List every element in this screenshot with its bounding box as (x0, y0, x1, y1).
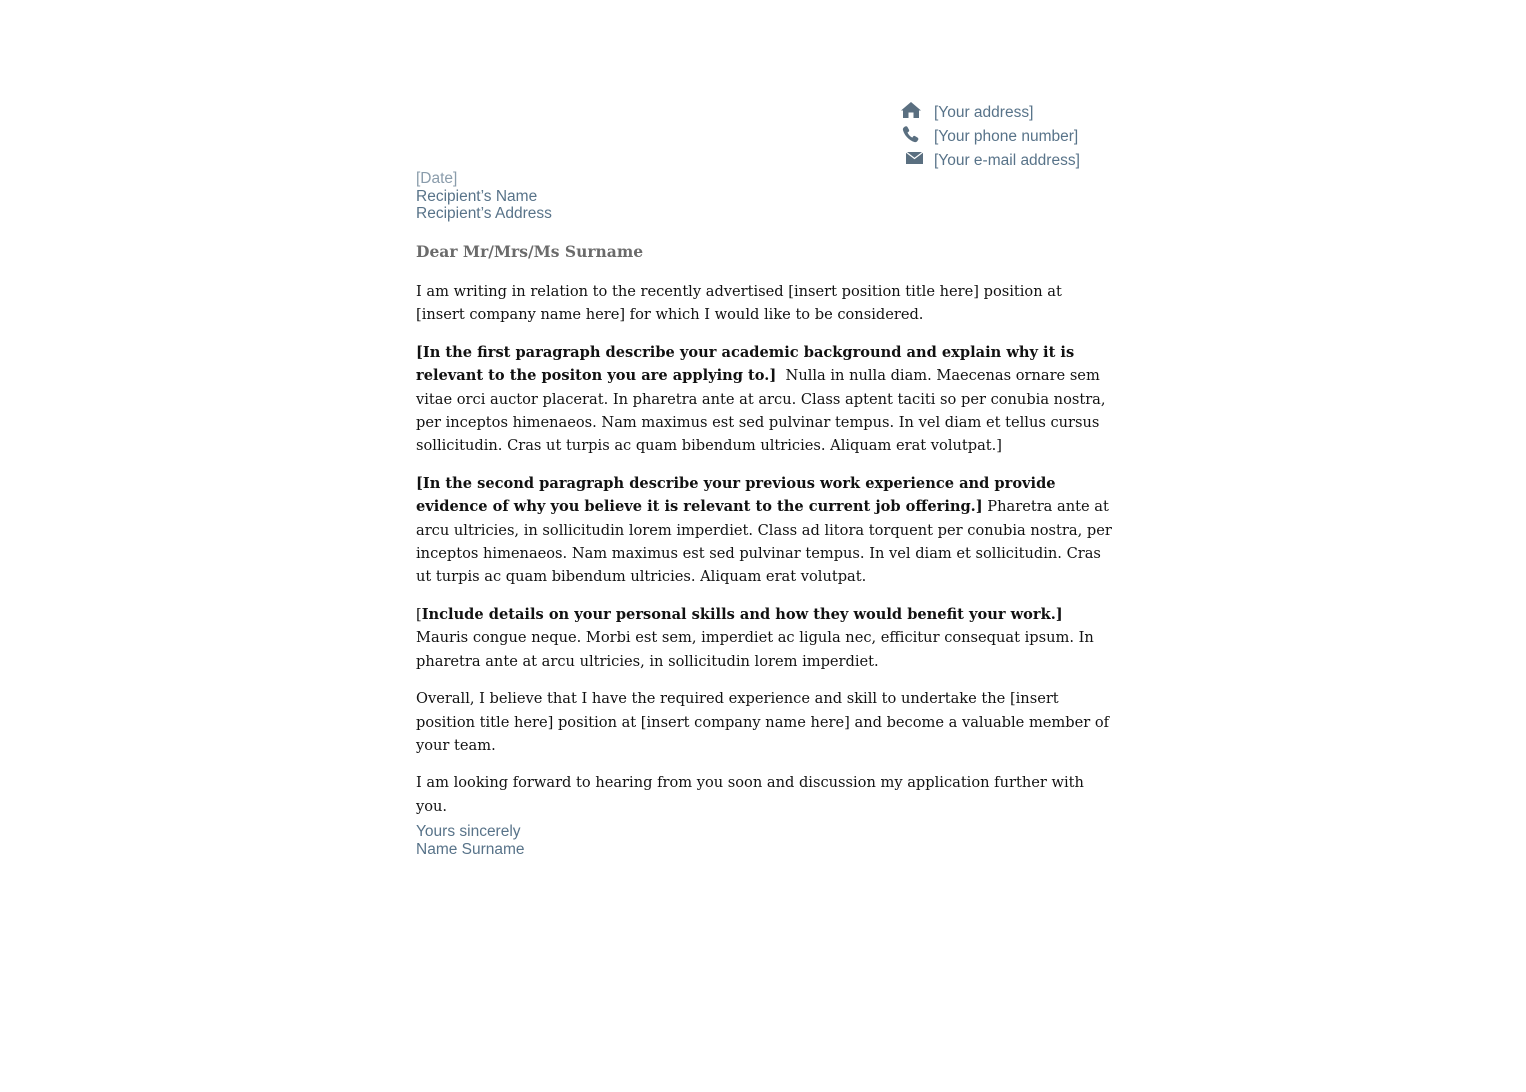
valediction: Yours sincerely (416, 823, 521, 840)
envelope-icon (900, 149, 934, 173)
contact-email-row (900, 149, 1160, 173)
letter-body (416, 280, 1112, 832)
recipient-address: Recipient’s Address (416, 205, 552, 222)
recipient-name: Recipient’s Name (416, 187, 538, 205)
skills-paragraph-heading: Include details on your personal skills and how they would benefit your work.] (421, 605, 1063, 623)
recipient-block (416, 170, 552, 223)
contact-email: [Your e-mail address] (934, 152, 1080, 169)
intro-paragraph: I am writing in relation to the recently advertised [insert position title here] position at [insert company name here] for which I would like to be considered. (416, 283, 1062, 324)
experience-paragraph-text: Pharetra ante at arcu ultricies, in sollicitudin lorem imperdiet. Class ad litora torquent per conubia nostra, per inceptos himenaeos. Nam maximus est sed pulvinar tempus. In vel diam et sollicitudin. Cras ut turpis ac quam bibendum ultricies. Aliquam erat volutpat. (416, 498, 1112, 586)
closing-paragraph: I am looking forward to hearing from you soon and discussion my application further with you. (416, 774, 1084, 815)
skills-paragraph (416, 603, 1112, 673)
home-icon (900, 101, 934, 125)
skills-paragraph-text: Mauris congue neque. Morbi est sem, imperdiet ac ligula nec, efficitur consequat ipsum. In pharetra ante at arcu ultricies, in sollicitudin lorem imperdiet. (416, 629, 1094, 670)
academic-paragraph (416, 341, 1112, 458)
contact-phone-row (900, 125, 1160, 149)
overall-paragraph: Overall, I believe that I have the required experience and skill to undertake the [insert position title here] position at [insert company name here] and become a valuable member of your team. (416, 690, 1110, 754)
contact-phone: [Your phone number] (934, 128, 1079, 145)
contact-address-row (900, 101, 1160, 125)
academic-paragraph-text: Nulla in nulla diam. Maecenas ornare sem vitae orci auctor placerat. In pharetra ante at arcu. Class aptent taciti so per conubia nostra, per inceptos himenaeos. Nam maximus est sed pulvinar tempus. In vel diam et tellus cursus sollicitudin. Cras ut turpis ac quam bibendum ultricies. Aliquam erat volutpat.] (416, 367, 1111, 455)
contact-address: [Your address] (934, 104, 1034, 121)
experience-paragraph-heading: [In the second paragraph describe your previous work experience and provide evidence of why you believe it is relevant to the current job offering.] (416, 474, 1056, 516)
academic-paragraph-heading: [In the first paragraph describe your academic background and explain why it is relevant to the positon you are applying to.] (416, 343, 1075, 385)
contact-block (900, 101, 1160, 173)
salutation: Dear Mr/Mrs/Ms Surname (416, 242, 644, 261)
signature-block (416, 823, 525, 858)
phone-icon (900, 125, 934, 149)
signature-name: Name Surname (416, 840, 525, 858)
letter-date: [Date] (416, 170, 458, 187)
experience-paragraph (416, 472, 1112, 589)
skills-paragraph-open-bracket: [ (416, 605, 422, 623)
